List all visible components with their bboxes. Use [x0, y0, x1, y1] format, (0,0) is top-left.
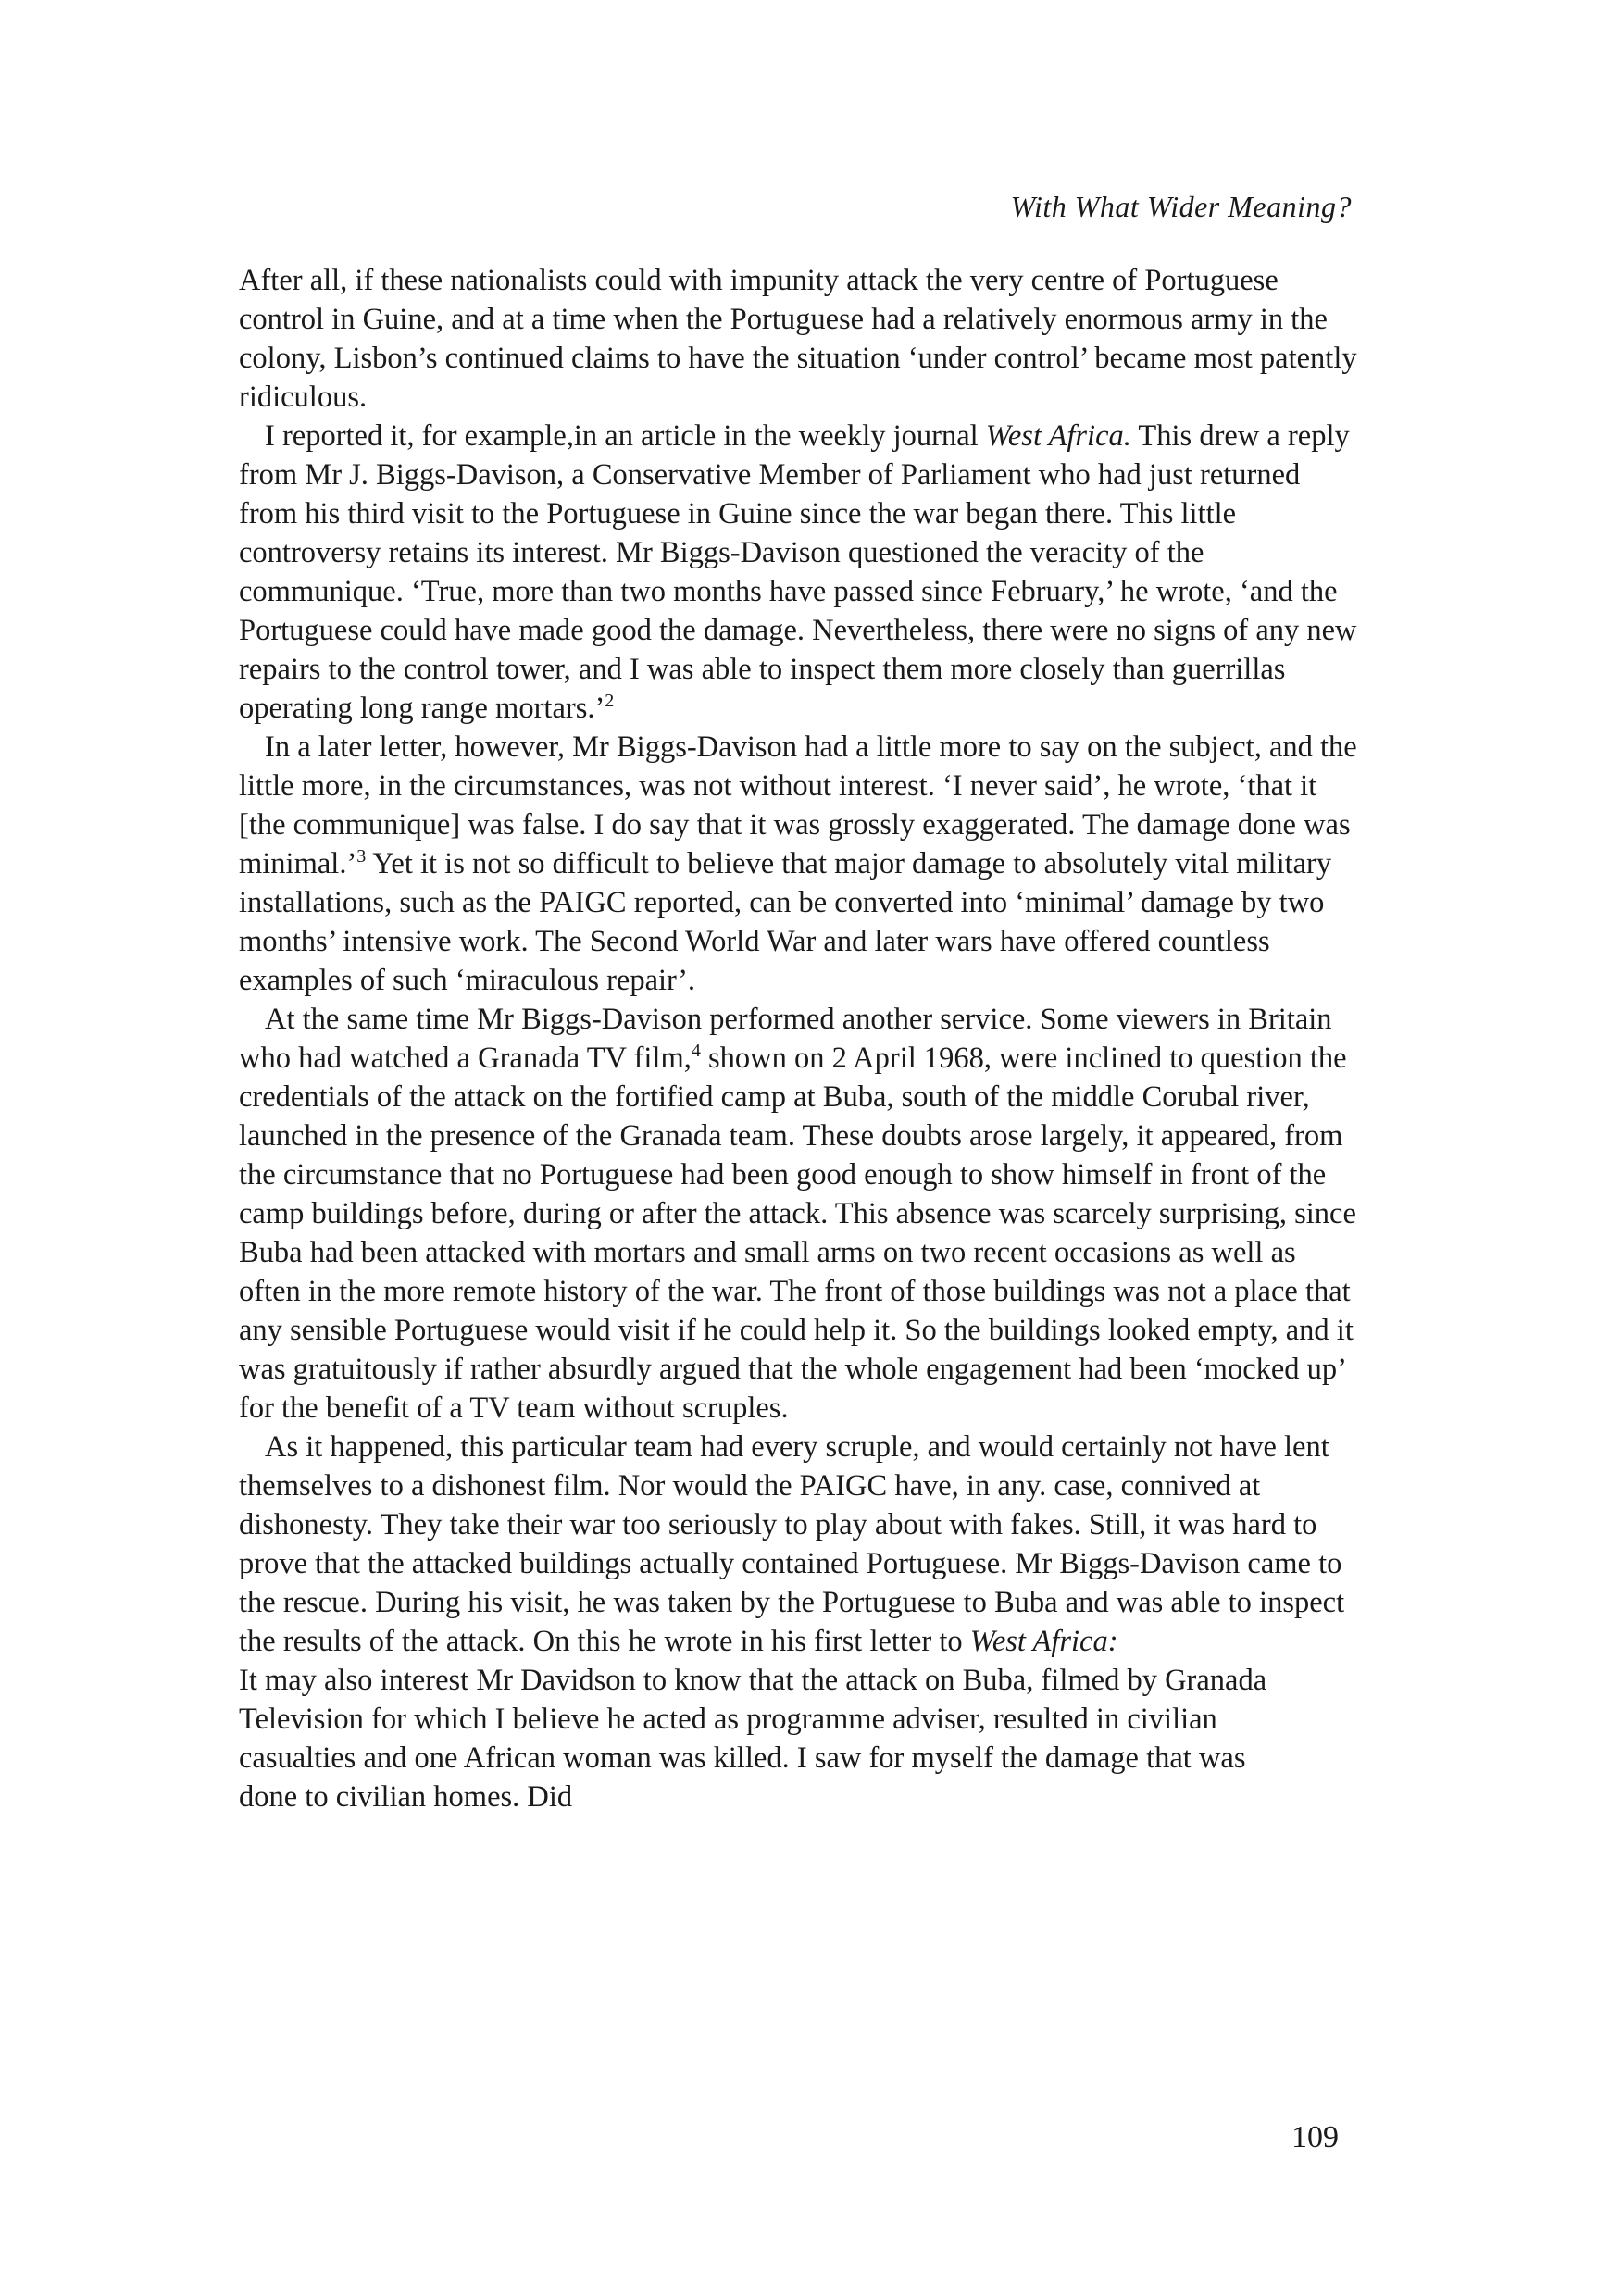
italic-title: West Africa.: [985, 419, 1131, 453]
paragraph-4: [239, 1000, 1364, 1428]
footnote-marker: 4: [691, 1041, 701, 1062]
text-run: This drew a reply from Mr J. Biggs-Davison, a Conservative Member of Parliament who had just returned from his third visit to the Portuguese in Guine since the war began there. This little controversy retains its interest. Mr Biggs-Davison questioned the veracity of the communique. ‘True, more than two months have passed since February,’ he wrote, ‘and the Portuguese could have made good the damage. Nevertheless, there were no signs of any new repairs to the control tower, and I was able to inspect them more closely than guerrillas operating long range mortars.’: [239, 419, 1357, 725]
footnote-marker: 2: [605, 691, 615, 712]
italic-title: West Africa:: [969, 1625, 1118, 1658]
body-text: [239, 261, 1364, 1816]
text-run: At the same time Mr Biggs-Davison performed another service. Some viewers in Britain who had watched a Granada TV film,: [239, 1003, 1332, 1075]
paragraph-1: [239, 261, 1364, 417]
text-run: Yet it is not so difficult to believe that major damage to absolutely vital military installations, such as the PAIGC reported, can be converted into ‘minimal’ damage by two months’ intensive work. The Second World War and later wars have offered countless examples of such ‘miraculous repair’.: [239, 847, 1332, 997]
text-run: After all, if these nationalists could with impunity attack the very centre of Portuguese control in Guine, and at a time when the Portuguese had a relatively enormous army in the colony, Lisbon’s continued claims to have the situation ‘under control’ became most patently ridiculous.: [239, 264, 1357, 414]
running-head: With What Wider Meaning?: [1010, 190, 1352, 223]
text-run: In a later letter, however, Mr Biggs-Davison had a little more to say on the subject, and the little more, in the circumstances, was not without interest. ‘I never said’, he wrote, ‘that it [the communique] was false. I do say that it was grossly exaggerated. The damage done was minimal.’: [239, 730, 1357, 880]
text-run: I reported it, for example,in an article in the weekly journal: [265, 419, 986, 453]
text-run: As it happened, this particular team had every scruple, and would certainly not have lent themselves to a dishonest film. Nor would the PAIGC have, in any. case, connived at dishonesty. They take their war too seriously to play about with fakes. Still, it was hard to prove that the attacked buildings actually contained Portuguese. Mr Biggs-Davison came to the rescue. During his visit, he was taken by the Portuguese to Buba and was able to inspect the results of the attack. On this he wrote in his first letter to: [239, 1430, 1345, 1658]
paragraph-3: [239, 728, 1364, 1000]
paragraph-2: [239, 417, 1364, 728]
text-run: shown on 2 April 1968, were inclined to question the credentials of the attack on the fortified camp at Buba, south of the middle Corubal river, launched in the presence of the Granada team. These doubts arose largely, it appeared, from the circumstance that no Portuguese had been good enough to show himself in front of the camp buildings before, during or after the attack. This absence was scarcely surprising, since Buba had been attacked with mortars and small arms on two recent occasions as well as often in the more remote history of the war. The front of those buildings was not a place that any sensible Portuguese would visit if he could help it. So the buildings looked empty, and it was gratuitously if rather absurdly argued that the whole engagement had been ‘mocked up’ for the benefit of a TV team without scruples.: [239, 1042, 1356, 1425]
page-number: 109: [1291, 2120, 1339, 2154]
block-quote: It may also interest Mr Davidson to know that the attack on Buba, filmed by Granada Television for which I believe he acted as programme adviser, resulted in civilian casualties and one African woman was killed. I saw for myself the damage that was done to civilian homes. Did: [239, 1664, 1267, 1814]
footnote-marker: 3: [356, 846, 367, 867]
paragraph-5: [239, 1428, 1364, 1661]
